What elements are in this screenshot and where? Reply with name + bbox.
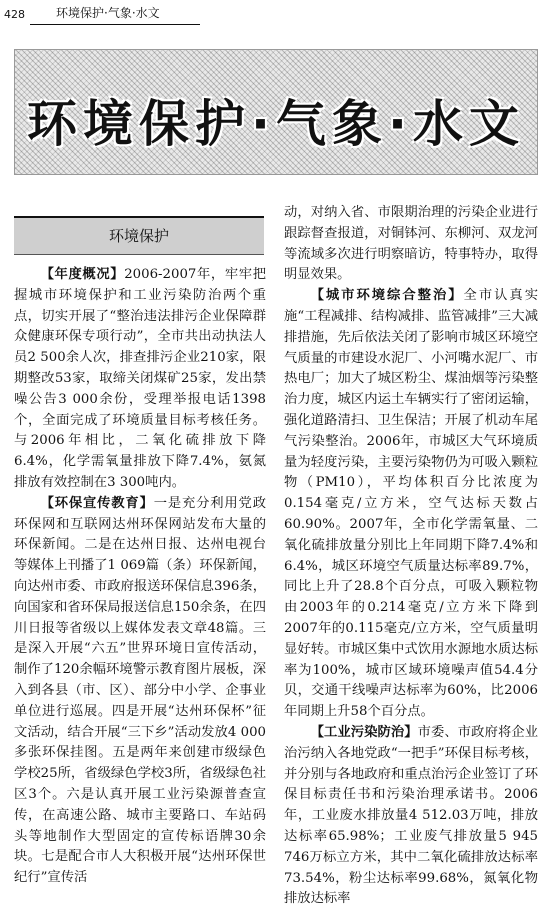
section-heading: 环境保护 <box>14 216 264 255</box>
paragraph-tag: 【工业污染防治】 <box>310 724 418 740</box>
header-rule <box>30 24 200 25</box>
paragraph-industrial-pollution <box>284 723 538 910</box>
paragraph-tag: 【环保宣传教育】 <box>40 495 154 511</box>
paragraph-tag: 【城市环境综合整治】 <box>310 288 464 304</box>
paragraph-text: 动，对纳入省、市限期治理的污染企业进行跟踪督查报道，对铜钵河、东柳河、双龙河等流域多次进行明察暗访，特事特办，取得明显效果。 <box>284 205 538 283</box>
paragraph-text: 全市认真实施“工程减排、结构减排、监管减排”三大减排措施，先后依法关闭了影响市城区环境空气质量的市建设水泥厂、小河嘴水泥厂、市热电厂；加大了城区粉尘、煤油烟等污染整治力度，城区内运土车辆实行了密闭运输，强化道路清扫、卫生保洁；开展了机动车尾气污染整治。2006年，市城区大气环境质量为轻度污染，主要污染物仍为可吸入颗粒物（PM10），平均体积百分比浓度为0.154毫克/立方米，空气达标天数占60.90%。2007年，全市化学需氧量、二氧化硫排放量分别比上年同期下降7.4%和6.4%，城区环境空气质量达标率89.7%，同比上升了28.8个百分点，可吸入颗粒物由2003年的0.214毫克/立方米下降到2007年的0.115毫克/立方米，空气质量明显好转。市城区集中式饮用水源地水质达标率为100%，城市区域环境噪声值54.4分贝，交通干线噪声达标率为60%，比2006年同期上升58个百分点。 <box>284 288 539 720</box>
page-number: 428 <box>4 8 25 21</box>
paragraph-urban-environment <box>284 286 538 723</box>
paragraph-tag: 【年度概况】 <box>40 267 125 282</box>
running-section-title: 环境保护·气象·水文 <box>56 6 160 20</box>
banner-title: 环境保护·气象·水文 <box>27 95 525 153</box>
paragraph-annual-overview <box>14 265 266 494</box>
left-column <box>14 265 266 889</box>
chapter-banner <box>14 49 538 175</box>
paragraph-text: 2006-2007年，牢牢把握城市环境保护和工业污染防治两个重点，切实开展了“整治违法排污企业保障群众健康环保专项行动”，全市共出动执法人员2 500余人次，排查排污企业210家，限期整改53家，取缔关闭煤矿25家，发出禁噪公告3 000余份，受理举报电话1398个，全面完成了环境质量目标考核任务。与2006年相比，二氧化硫排放下降6.4%，化学需氧量排放下降7.4%，氨氮排放有效控制在3 300吨内。 <box>14 267 267 490</box>
right-column <box>284 203 538 910</box>
paragraph-publicity-education <box>14 494 266 889</box>
paragraph-text: 一是充分利用党政环保网和互联网达州环保网站发布大量的环保新闻。二是在达州日报、达州电视台等媒体上刊播了1 069篇（条）环保新闻，向达州市委、市政府报送环保信息396条，向国家和省环保局报送信息150余条，在四川日报等省级以上媒体发表文章48篇。三是深入开展“六五”世界环境日宣传活动，制作了120余幅环境警示教育图片展板，深入到各县（市、区）、部分中小学、企事业单位进行巡展。四是开展“达州环保杯”征文活动，结合开展“三下乡”活动发放4 000多张环保挂图。五是两年来创建市级绿色学校25所，省级绿色学校3所，省级绿色社区3个。六是认真开展工业污染源普查宣传，在高速公路、城市主要路口、车站码头等地制作大型固定的宣传标语牌30余块。七是配合市人大积极开展“达州环保世纪行”宣传活 <box>14 495 266 886</box>
running-header <box>4 3 544 25</box>
paragraph-text: 市委、市政府将企业治污纳入各地党政“一把手”环保目标考核，并分别与各地政府和重点治污企业签订了环保目标责任书和污染治理承诺书。2006年，工业废水排放量4 512.03万吨，排放达标率65.98%；工业废气排放量5 945 746万标立方米，其中二氧化硫排放达标率73.54%，粉尘达标率99.68%，氮氧化物排放达标率 <box>284 724 539 907</box>
paragraph-continuation <box>284 203 538 286</box>
